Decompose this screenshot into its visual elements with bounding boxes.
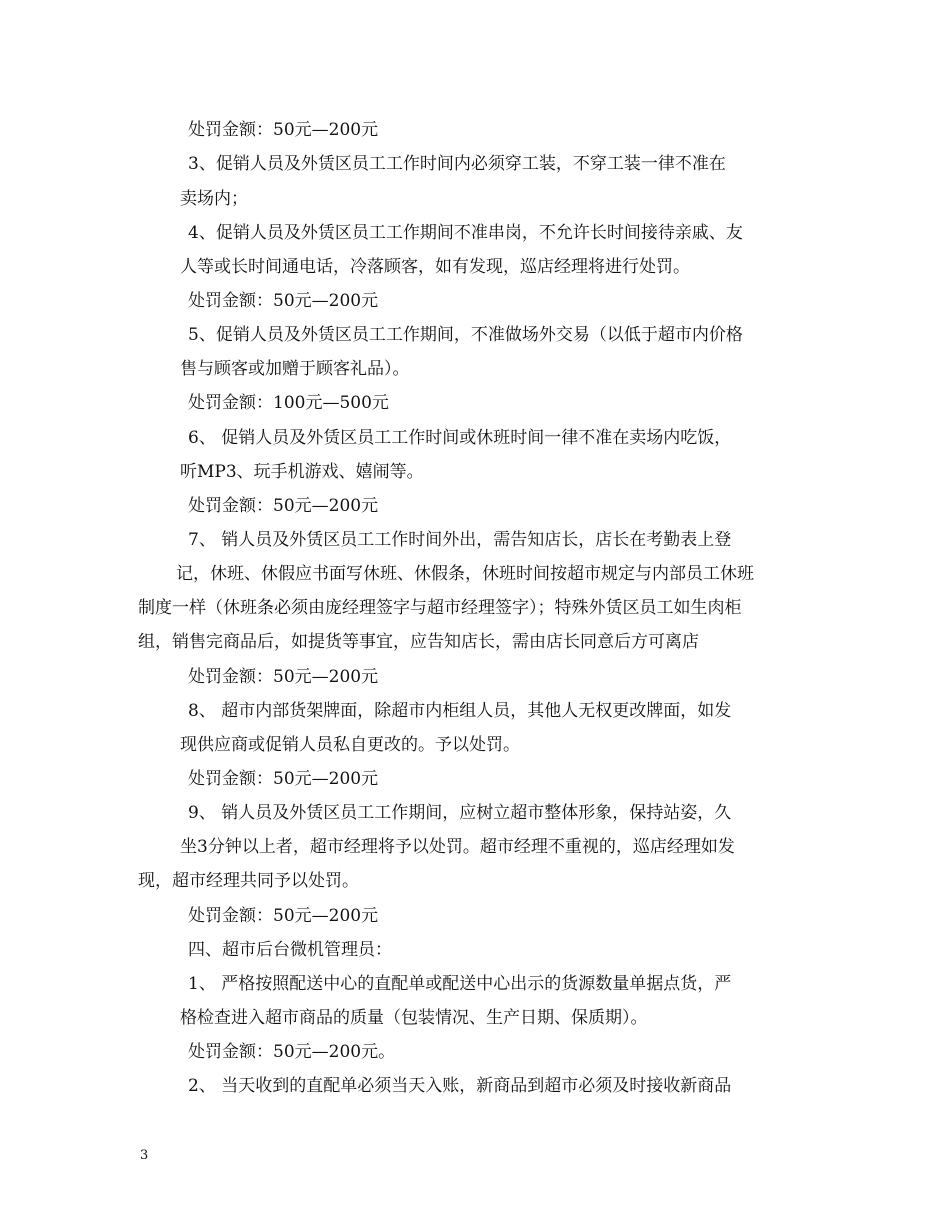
- text-line: 组，销售完商品后，如提货等事宜，应告知店长，需由店长同意后方可离店: [138, 632, 699, 652]
- text-line: 6、 促销人员及外赁区员工工作时间或休班时间一律不准在卖场内吃饭，: [188, 428, 732, 448]
- text-line: 人等或长时间通电话，冷落顾客，如有发现，巡店经理将进行处罚。: [180, 257, 690, 277]
- text-line: 坐3分钟以上者，超市经理将予以处罚。超市经理不重视的，巡店经理如发: [180, 837, 735, 857]
- text-line: 1、 严格按照配送中心的直配单或配送中心出示的货源数量单据点货，严: [188, 974, 732, 994]
- text-line: 现，超市经理共同予以处罚。: [138, 871, 359, 891]
- text-line: 记，休班、休假应书面写休班、休假条，休班时间按超市规定与内部员工休班: [176, 564, 754, 584]
- text-line: 售与顾客或加赠于顾客礼品）。: [180, 359, 410, 379]
- text-line: 现供应商或促销人员私自更改的。予以处罚。: [180, 735, 520, 755]
- text-line: 格检查进入超市商品的质量（包装情况、生产日期、保质期）。: [180, 1008, 648, 1028]
- text-line: 9、 销人员及外赁区员工工作期间，应树立超市整体形象，保持站姿，久: [188, 803, 732, 823]
- text-line: 卖场内；: [180, 189, 248, 209]
- text-line: 制度一样（休班条必须由庞经理签字与超市经理签字）；特殊外赁区员工如生肉柜: [138, 598, 742, 618]
- text-line: 处罚金额：50元—200元。: [188, 1042, 396, 1062]
- text-line: 5、促销人员及外赁区员工工作期间，不准做场外交易（以低于超市内价格: [188, 325, 743, 345]
- text-line: 4、促销人员及外赁区员工工作期间不准串岗，不允许长时间接待亲戚、友: [188, 223, 743, 243]
- text-line: 处罚金额：50元—200元: [188, 667, 379, 687]
- text-line: 处罚金额：50元—200元: [188, 120, 379, 140]
- text-line: 3、促销人员及外赁区员工工作时间内必须穿工装，不穿工装一律不准在: [188, 154, 726, 174]
- text-line: 处罚金额：100元—500元: [188, 393, 389, 413]
- text-line: 四、超市后台微机管理员：: [188, 940, 392, 960]
- text-line: 2、 当天收到的直配单必须当天入账，新商品到超市必须及时接收新商品: [188, 1076, 732, 1096]
- page-number: 3: [140, 1148, 149, 1163]
- text-line: 7、 销人员及外赁区员工工作时间外出，需告知店长，店长在考勤表上登: [188, 530, 732, 550]
- text-line: 处罚金额：50元—200元: [188, 496, 379, 516]
- text-line: 处罚金额：50元—200元: [188, 769, 379, 789]
- text-line: 听MP3、玩手机游戏、嬉闹等。: [180, 462, 424, 482]
- text-line: 处罚金额：50元—200元: [188, 906, 379, 926]
- text-line: 处罚金额：50元—200元: [188, 291, 379, 311]
- text-line: 8、 超市内部货架牌面，除超市内柜组人员，其他人无权更改牌面，如发: [188, 701, 732, 721]
